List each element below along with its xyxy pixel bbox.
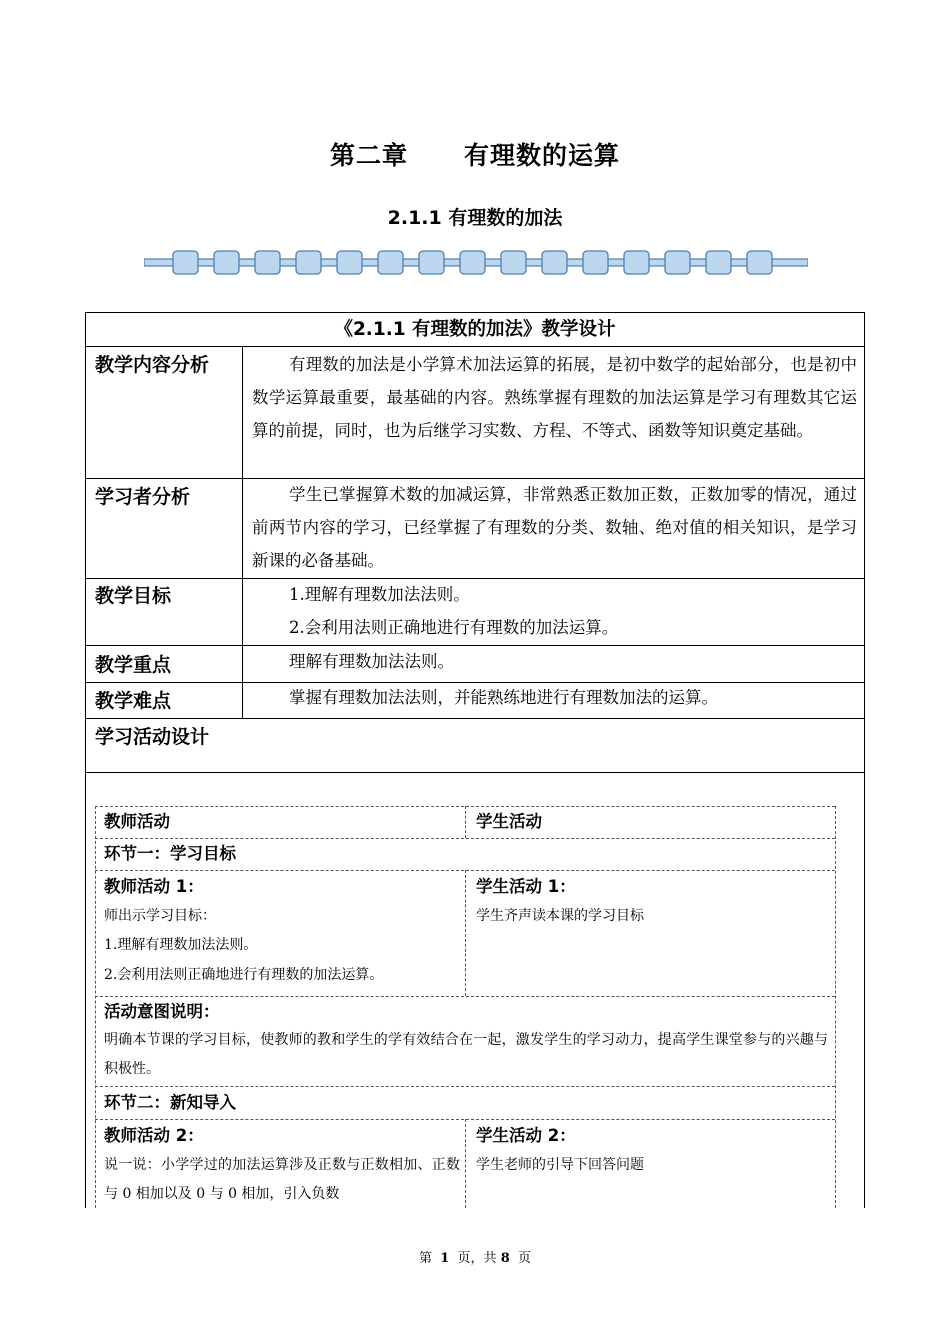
section-2-label: 环节二：新知导入 — [104, 1093, 236, 1112]
row-text-learner-analysis: 学生已掌握算术数的加减运算，非常熟悉正数加正数，正数加零的情况，通过前两节内容的学习，已经掌握了有理数的分类、数轴、绝对值的相关知识，是学习新课的必备基础。 — [252, 485, 857, 570]
row-goal-2: 2.会利用法则正确地进行有理数的加法运算。 — [289, 618, 619, 637]
section-1-label: 环节一：学习目标 — [104, 844, 236, 863]
row-label-key-points: 教学重点 — [95, 654, 172, 676]
row-label-content-analysis: 教学内容分析 — [95, 354, 210, 376]
intent-label: 活动意图说明： — [104, 1002, 220, 1021]
chain-link — [747, 251, 772, 274]
total-pages: 8 — [500, 1251, 510, 1266]
table-title: 《2.1.1 有理数的加法》教学设计 — [334, 319, 616, 340]
page-footer: 第 1 页，共 8 页 — [418, 1251, 532, 1266]
student-activity-header: 学生活动 — [476, 812, 542, 831]
row-label-difficulties: 教学难点 — [95, 690, 172, 712]
row-text-content-analysis: 有理数的加法是小学算术加法运算的拓展，是初中数学的起始部分，也是初中数学运算最重要，最基础的内容。熟练掌握有理数的加法运算是学习有理数其它运算的前提，同时，也为后继学习实数、方程、不等式、函数等知识奠定基础。 — [252, 355, 857, 440]
chain-link — [665, 251, 690, 274]
teacher-activity-2-text: 说一说：小学学过的加法运算涉及正数与正数相加、正数与 0 相加以及 0 与 0 相加，引入负数 — [104, 1157, 460, 1202]
chain-link — [501, 251, 526, 274]
student-activity-1-label: 学生活动 1： — [476, 877, 576, 896]
teacher-activity-1-line-2: 1.理解有理数加法法则。 — [104, 937, 258, 953]
chain-link — [419, 251, 444, 274]
chain-divider — [144, 249, 808, 277]
chain-link — [337, 251, 362, 274]
activity-design-label: 学习活动设计 — [95, 726, 210, 748]
row-label-learner-analysis: 学习者分析 — [95, 486, 191, 508]
chain-link — [624, 251, 649, 274]
teacher-activity-1-line-3: 2.会利用法则正确地进行有理数的加法运算。 — [104, 967, 384, 983]
chain-link — [378, 251, 403, 274]
chain-link — [460, 251, 485, 274]
row-goal-1: 1.理解有理数加法法则。 — [289, 585, 470, 604]
current-page: 1 — [440, 1251, 450, 1266]
student-activity-2-label: 学生活动 2： — [476, 1126, 576, 1145]
intent-text: 明确本节课的学习目标，使教师的教和学生的学有效结合在一起，激发学生的学习动力，提高学生课堂参与的兴趣与积极性。 — [104, 1032, 828, 1077]
chain-link — [255, 251, 280, 274]
section-title: 2.1.1 有理数的加法 — [387, 207, 563, 229]
chapter-name: 有理数的运算 — [464, 141, 621, 170]
chain-link — [214, 251, 239, 274]
teacher-activity-2-label: 教师活动 2： — [104, 1126, 204, 1145]
row-text-difficulties: 掌握有理数加法法则，并能熟练地进行有理数加法的运算。 — [289, 688, 718, 707]
chain-link — [296, 251, 321, 274]
teacher-activity-1-line-1: 师出示学习目标： — [104, 908, 216, 924]
student-activity-1-text: 学生齐声读本课的学习目标 — [476, 908, 644, 924]
chain-link — [542, 251, 567, 274]
row-text-key-points: 理解有理数加法法则。 — [289, 652, 454, 671]
row-label-teaching-goals: 教学目标 — [95, 585, 172, 607]
student-activity-2-text: 学生老师的引导下回答问题 — [476, 1157, 644, 1173]
teacher-activity-header: 教师活动 — [104, 812, 170, 831]
chapter-prefix: 第二章 — [329, 141, 408, 170]
chain-link — [173, 251, 198, 274]
teacher-activity-1-label: 教师活动 1： — [104, 877, 204, 896]
chain-link — [583, 251, 608, 274]
chain-link — [706, 251, 731, 274]
chapter-title — [0, 136, 950, 172]
